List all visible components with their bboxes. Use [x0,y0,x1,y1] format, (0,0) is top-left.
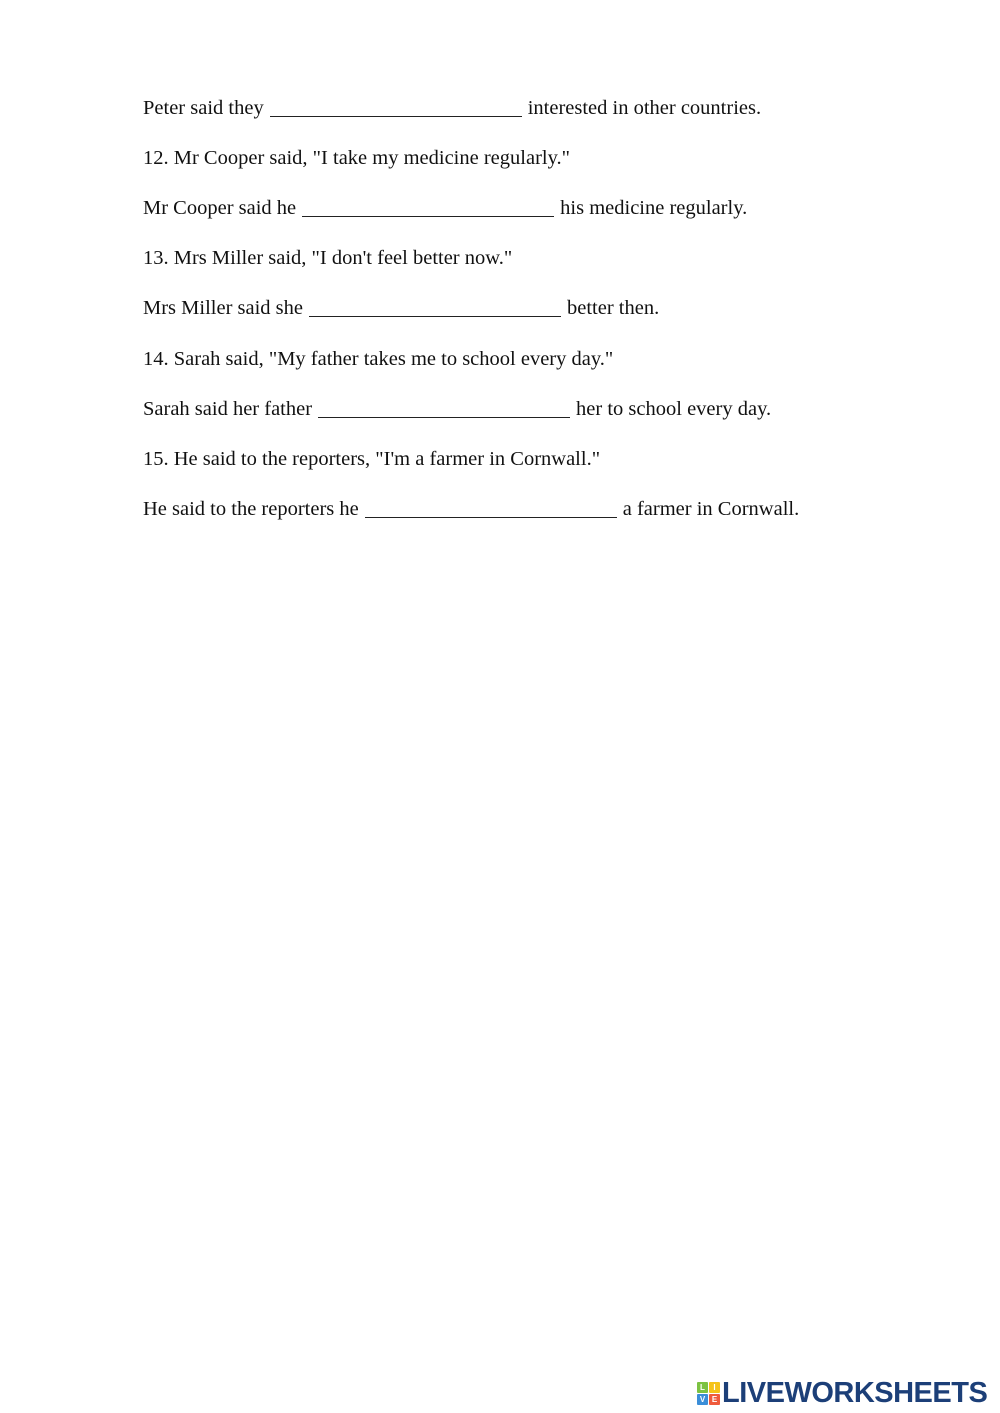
answer-input-13[interactable] [309,302,561,320]
answer-input-11[interactable] [270,102,522,120]
answer-after-text: his medicine regularly. [560,197,748,219]
answer-before-text: Mrs Miller said she [143,297,303,319]
answer-input-12[interactable] [302,202,554,220]
answer-blank-13[interactable] [309,298,561,317]
question-15: 15. He said to the reporters, "I'm a farmer in Cornwall." [143,448,601,470]
answer-line-15 [143,497,799,521]
question-12: 12. Mr Cooper said, "I take my medicine regularly." [143,147,570,169]
answer-before-text: He said to the reporters he [143,498,359,520]
answer-after-text: a farmer in Cornwall. [622,498,800,520]
answer-after-text: her to school every day. [576,398,772,420]
answer-line-12 [143,196,747,220]
answer-before-text: Sarah said her father [143,398,313,420]
logo-tile-l: L [697,1382,708,1393]
question-14: 14. Sarah said, "My father takes me to school every day." [143,348,614,370]
logo-tile-e: E [709,1394,720,1405]
answer-blank-14[interactable] [318,399,570,418]
answer-line-13 [143,296,659,320]
answer-blank-12[interactable] [302,198,554,217]
answer-blank-15[interactable] [365,499,617,518]
answer-before-text: Peter said they [143,97,264,119]
answer-line-14 [143,397,771,421]
answer-line-11 [143,96,761,120]
logo-tile-v: V [697,1394,708,1405]
answer-blank-11[interactable] [270,98,522,117]
logo-text: LIVEWORKSHEETS [722,1377,988,1409]
question-13: 13. Mrs Miller said, "I don't feel better now." [143,247,513,269]
answer-input-15[interactable] [365,503,617,521]
answer-after-text: interested in other countries. [527,97,762,119]
answer-before-text: Mr Cooper said he [143,197,297,219]
liveworksheets-logo [697,1378,987,1408]
logo-tiles-icon [697,1382,720,1405]
logo-tile-i: I [709,1382,720,1393]
answer-after-text: better then. [567,297,660,319]
answer-input-14[interactable] [318,403,570,421]
